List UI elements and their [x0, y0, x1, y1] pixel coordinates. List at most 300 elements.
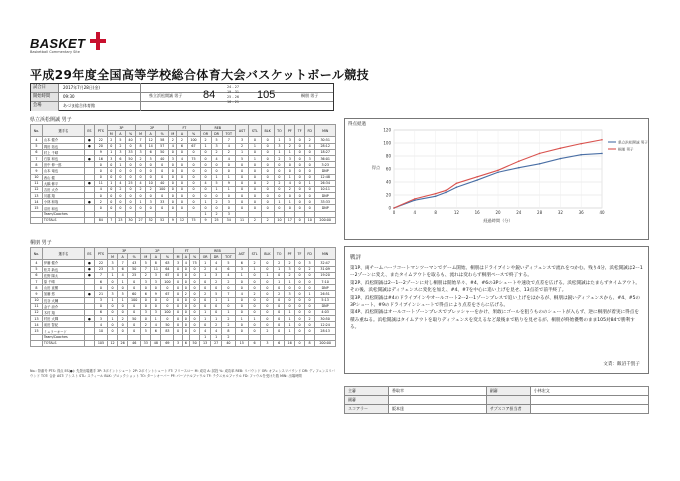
away-stat-cell: 4 [211, 328, 222, 334]
official-label: 副審 [486, 387, 530, 396]
away-stat-cell: 1 [118, 278, 128, 284]
home-stat-cell: 1 [285, 199, 295, 205]
home-header-cell: 選手名 [42, 125, 84, 137]
home-stat-cell: 2 [177, 137, 187, 143]
home-stat-cell: 1 [107, 180, 115, 186]
home-stat-cell: 0 [222, 162, 235, 168]
series-2-point [560, 147, 562, 149]
away-stat-cell: 0 [174, 303, 182, 309]
home-stat-cell: 0 [305, 162, 315, 168]
home-player-name: Team/Coaches [42, 211, 84, 217]
series-2-point [414, 198, 416, 200]
home-stat-cell: 0 [187, 205, 200, 211]
home-stat-cell: 100 [156, 186, 169, 192]
home-stat-cell: 2 [274, 155, 285, 161]
away-stat-cell: 0 [274, 316, 285, 322]
home-stat-cell: 0 [295, 180, 305, 186]
home-stat-cell: 0 [261, 199, 274, 205]
home-stat-cell: 12 [177, 217, 187, 223]
away-stat-cell: 3 [141, 309, 151, 315]
home-stat-cell: 2 [305, 137, 315, 143]
away-stat-cell: DNP [315, 303, 336, 309]
away-stat-cell: 1 [108, 316, 118, 322]
home-stat-cell: 14 [146, 143, 156, 149]
home-subheader-cell: M [136, 131, 146, 137]
x-tick-label: 16 [474, 210, 480, 215]
home-stat-cell: 23 [115, 217, 125, 223]
y-tick-label: 20 [385, 192, 391, 198]
away-stat-cell: 14 [31, 322, 43, 328]
home-header-cell: FT [169, 125, 200, 131]
home-stat-cell: 0 [236, 180, 249, 186]
home-stat-cell: 100 [187, 137, 200, 143]
away-stat-cell: 0 [200, 285, 211, 291]
away-header-cell: BLK [261, 248, 274, 260]
home-stat-cell: 52 [156, 217, 169, 223]
away-player-name: ミュラーオード [42, 328, 84, 334]
home-stat-cell: 0 [285, 162, 295, 168]
home-stat-cell: 3 [285, 137, 295, 143]
home-stat-cell: 1 [200, 199, 211, 205]
home-stat-cell: 5 [31, 143, 43, 149]
away-stat-cell: 0 [190, 303, 200, 309]
away-stat-cell: 1 [118, 297, 128, 303]
home-stat-cell: 3 [169, 155, 177, 161]
away-stat-cell: 32:47 [315, 260, 336, 266]
away-stat-cell: 3 [285, 291, 295, 297]
away-stat-cell: 8 [304, 340, 314, 346]
home-stat-cell: 4 [200, 180, 211, 186]
away-stat-cell: ● [84, 266, 94, 272]
home-stat-cell: 3 [107, 155, 115, 161]
home-stat-cell: 3 [222, 199, 235, 205]
away-stat-cell: 1 [211, 316, 222, 322]
home-header-cell: No. [31, 125, 43, 137]
away-stat-cell: 100 [161, 278, 174, 284]
away-subheader-cell: M [108, 254, 118, 260]
away-stat-cell: 19:20 [315, 272, 336, 278]
away-stat-cell: 0 [108, 278, 118, 284]
home-stat-cell: 0 [236, 193, 249, 199]
home-stat-cell: 4 [177, 155, 187, 161]
away-stat-cell: 1 [235, 272, 248, 278]
home-stat-cell: 4 [136, 180, 146, 186]
home-stat-cell: 0 [177, 193, 187, 199]
away-stat-cell: 0 [94, 285, 107, 291]
away-stat-cell: 0 [128, 303, 141, 309]
home-stat-cell: 0 [236, 186, 249, 192]
away-subheader-cell: DR [211, 254, 222, 260]
home-stat-cell: 0 [156, 193, 169, 199]
away-stat-cell: 3 [108, 260, 118, 266]
away-stat-cell: 12 [31, 309, 43, 315]
official-label: 主審 [345, 387, 389, 396]
y-tick-label: 80 [385, 153, 391, 159]
away-stat-cell: 1 [261, 272, 274, 278]
home-header-cell: ES [84, 125, 94, 137]
home-stat-cell: 0 [200, 155, 211, 161]
home-subheader-cell: OR [200, 131, 211, 137]
away-stat-cell: 7:10 [315, 278, 336, 284]
away-stat-cell: 21 [94, 291, 107, 297]
home-stat-cell: 40 [156, 155, 169, 161]
away-subheader-cell: % [161, 254, 174, 260]
away-stat-cell: 0 [182, 328, 189, 334]
quarter-scores [227, 85, 239, 105]
away-stat-cell: 15 [235, 340, 248, 346]
away-stat-cell: 1 [200, 334, 211, 340]
score-progression-chart [344, 118, 649, 240]
away-stat-cell: 1 [200, 316, 211, 322]
home-header-cell: FD [305, 125, 315, 137]
y-tick-label: 120 [383, 127, 391, 133]
home-stat-cell: 0 [169, 162, 177, 168]
home-stat-cell: 3 [285, 155, 295, 161]
away-stat-cell: 1 [211, 297, 222, 303]
home-stat-cell: 8 [31, 162, 43, 168]
away-stat-cell: 100 [128, 297, 141, 303]
away-header-cell: PF [285, 248, 295, 260]
home-stat-cell: 2 [222, 149, 235, 155]
home-stat-cell: 0 [285, 193, 295, 199]
away-stat-cell: 0 [174, 291, 182, 297]
away-stat-cell: 0 [190, 291, 200, 297]
home-stat-cell: 4 [31, 137, 43, 143]
away-subheader-cell: A [118, 254, 128, 260]
away-stat-cell: 23 [94, 266, 107, 272]
home-stat-cell: 2 [136, 186, 146, 192]
home-stat-cell: 3 [236, 137, 249, 143]
away-stat-cell: 0 [274, 328, 285, 334]
away-subheader-cell: TOT [222, 254, 236, 260]
away-stat-cell: 0 [295, 303, 305, 309]
away-stat-cell: 28:13 [315, 328, 336, 334]
home-stat-cell: 4 [222, 143, 235, 149]
y-tick-label: 60 [385, 166, 391, 172]
home-stat-cell: 0 [187, 168, 200, 174]
away-stat-cell: 0 [161, 297, 174, 303]
away-stat-cell: 1 [108, 297, 118, 303]
away-team-section-title: 桐朋 男子 [30, 240, 52, 246]
home-stat-cell: 0 [177, 174, 187, 180]
home-stat-cell: 3 [305, 155, 315, 161]
home-stat-cell: 0 [136, 174, 146, 180]
series-2-point [539, 153, 541, 155]
quarter-2-score: 19 - 31 [227, 90, 240, 94]
home-stat-cell: 6 [31, 149, 43, 155]
home-stat-cell: 0 [295, 174, 305, 180]
away-stat-cell: 6 [151, 328, 161, 334]
away-stat-cell: 3 [174, 260, 182, 266]
away-stat-cell: 0 [248, 303, 261, 309]
away-stat-cell: 0 [190, 309, 200, 315]
home-player-name: 村上 千晴 [42, 149, 84, 155]
series-2-point [393, 207, 395, 209]
home-stat-cell: 0 [222, 168, 235, 174]
away-stat-cell: 1 [285, 309, 295, 315]
away-stat-cell: 0 [261, 322, 274, 328]
x-tick-label: 32 [557, 210, 563, 215]
away-stat-cell: 2 [304, 316, 314, 322]
away-stat-cell: 0 [190, 285, 200, 291]
series-2-point [601, 139, 603, 141]
away-stat-cell: 0 [128, 278, 141, 284]
home-stat-cell: 52 [146, 217, 156, 223]
home-stat-cell: 11 [31, 180, 43, 186]
home-stat-cell: 0 [211, 193, 222, 199]
home-stat-cell: 0 [261, 143, 274, 149]
away-stat-cell: 0 [235, 322, 248, 328]
away-stat-cell: 2 [118, 316, 128, 322]
home-header-cell: PF [285, 125, 295, 137]
away-stat-cell: 200:00 [315, 340, 336, 346]
away-stat-cell: 0 [248, 272, 261, 278]
home-stat-cell: 0 [261, 205, 274, 211]
home-player-name: 石原 和也 [42, 155, 84, 161]
home-header-cell: STL [249, 125, 262, 137]
home-stat-cell: 0 [187, 174, 200, 180]
home-stat-cell: 0 [261, 149, 274, 155]
away-subheader-cell: % [128, 254, 141, 260]
home-stat-cell: 0 [146, 193, 156, 199]
away-stat-cell: 0 [295, 278, 305, 284]
home-stat-cell: 0 [187, 149, 200, 155]
home-stat-cell: 0 [169, 149, 177, 155]
home-stat-cell: 0 [125, 193, 135, 199]
home-stat-cell: 2 [200, 137, 211, 143]
away-stat-cell: 0 [174, 316, 182, 322]
away-stat-cell: 1 [235, 316, 248, 322]
away-stat-cell: 6 [94, 278, 107, 284]
away-stat-cell: 7 [222, 291, 236, 297]
away-stat-cell: 0 [295, 328, 305, 334]
home-stat-cell: 0 [146, 168, 156, 174]
home-stat-cell: 0 [305, 168, 315, 174]
home-header-cell: TF [295, 125, 305, 137]
home-stat-cell: 3 [274, 143, 285, 149]
score-box [140, 83, 334, 111]
y-tick-label: 100 [383, 140, 391, 146]
away-stat-cell: 9 [31, 291, 43, 297]
away-stat-cell: 0 [128, 309, 141, 315]
home-team-section-title: 県立浜松開誠 男子 [30, 117, 72, 123]
away-stat-cell: 64 [161, 266, 174, 272]
away-stat-cell: 0 [248, 322, 261, 328]
away-stat-cell: 0 [151, 303, 161, 309]
away-stat-cell: 50 [128, 316, 141, 322]
away-stat-cell: 105 [94, 340, 107, 346]
home-stat-cell: 0 [125, 162, 135, 168]
home-stat-cell: 11 [236, 217, 249, 223]
home-stat-cell: 0 [249, 162, 262, 168]
away-stat-cell: DNP [315, 285, 336, 291]
away-stat-cell: 1 [200, 309, 211, 315]
home-stat-cell: 0 [115, 205, 125, 211]
official-value [530, 405, 648, 414]
away-stat-cell: 6 [94, 309, 107, 315]
away-stat-cell: 2 [141, 322, 151, 328]
away-stat-cell: 0 [274, 322, 285, 328]
away-stat-cell: 0 [161, 285, 174, 291]
home-subheader-cell: TOT [222, 131, 235, 137]
away-player-name: 佐野 陽太 [42, 272, 84, 278]
home-header-cell: AST [236, 125, 249, 137]
home-stat-cell: 5 [211, 180, 222, 186]
away-stat-cell: 2 [211, 278, 222, 284]
home-stat-cell: 0 [115, 193, 125, 199]
commentary-author: 文責：飯沼千賀子 [603, 362, 640, 367]
away-stat-cell: 2 [141, 272, 151, 278]
away-player-name: 村田 大輝 [42, 316, 84, 322]
away-header-cell: STL [248, 248, 261, 260]
home-stat-cell: 200:00 [315, 217, 336, 223]
home-stat-cell: 0 [261, 174, 274, 180]
away-stat-cell: 2 [248, 260, 261, 266]
away-stat-cell: 0 [151, 285, 161, 291]
away-stat-cell: 100 [161, 309, 174, 315]
home-stat-cell: ● [84, 137, 94, 143]
away-subheader-cell: M [174, 254, 182, 260]
away-stat-cell: 0 [295, 340, 305, 346]
away-stat-cell: 0 [248, 297, 261, 303]
away-stat-cell: 0 [248, 285, 261, 291]
home-stat-cell: 0 [261, 155, 274, 161]
home-stat-cell: 50 [156, 149, 169, 155]
home-stat-cell: 0 [236, 205, 249, 211]
away-stat-cell: 0 [295, 297, 305, 303]
away-stat-cell: 3 [285, 266, 295, 272]
away-stat-cell: 26 [118, 340, 128, 346]
away-stat-cell: 4 [151, 322, 161, 328]
home-stat-cell: 0 [107, 143, 115, 149]
away-stat-cell: 0 [174, 266, 182, 272]
home-stat-cell: 0 [94, 193, 107, 199]
away-stat-cell: 6 [141, 291, 151, 297]
home-stat-cell: 5 [146, 155, 156, 161]
home-stat-cell: 0 [249, 205, 262, 211]
away-stat-cell: 1 [285, 316, 295, 322]
home-subheader-cell: % [156, 131, 169, 137]
home-stat-cell: 0 [261, 186, 274, 192]
home-stat-cell: 0 [295, 149, 305, 155]
away-stat-cell: 0 [285, 303, 295, 309]
home-stat-cell: 1 [249, 155, 262, 161]
away-player-name: 木村 翔 [42, 309, 84, 315]
official-label: サブスコア担当者 [486, 405, 530, 414]
home-stat-cell: 0 [177, 180, 187, 186]
home-stat-cell: 0 [115, 199, 125, 205]
quarter-1-score: 24 - 27 [227, 85, 240, 89]
home-stat-cell: DNP [315, 205, 336, 211]
away-stat-cell: ● [84, 272, 94, 278]
official-value [389, 396, 487, 405]
home-stat-cell: 14 [31, 199, 43, 205]
official-value: 阪本達 [389, 405, 487, 414]
away-stat-cell: 0 [108, 328, 118, 334]
home-stat-cell: 2 [236, 143, 249, 149]
home-subheader-cell: DR [211, 131, 222, 137]
away-subheader-cell: % [190, 254, 200, 260]
home-header-cell: 3P [107, 125, 135, 131]
away-stat-cell: 1 [285, 328, 295, 334]
away-stat-cell: 0 [295, 291, 305, 297]
home-stat-cell: 2 [94, 199, 107, 205]
away-player-name: 原 千晴 [42, 278, 84, 284]
home-stat-cell: 0 [200, 149, 211, 155]
away-stat-cell: 0 [141, 303, 151, 309]
home-player-name: 西山 健 [42, 174, 84, 180]
home-stat-cell: 2 [136, 155, 146, 161]
home-stat-cell: 36:01 [315, 155, 336, 161]
away-stat-cell: 0 [261, 309, 274, 315]
away-stat-cell: 0 [200, 278, 211, 284]
away-stat-cell: 7 [94, 272, 107, 278]
home-stat-cell: 0 [125, 199, 135, 205]
away-stat-cell: 0 [161, 303, 174, 309]
home-player-name: 岡田 拓也 [42, 143, 84, 149]
home-stat-cell: 0 [156, 168, 169, 174]
away-header-cell: 3P [108, 248, 141, 254]
home-stat-cell: 0 [305, 193, 315, 199]
home-stat-cell: 1 [211, 186, 222, 192]
home-player-name: 小林 和哉 [42, 199, 84, 205]
away-stat-cell: 43 [128, 260, 141, 266]
home-stat-cell: 26:34 [315, 180, 336, 186]
home-stat-cell: 0 [305, 199, 315, 205]
home-stat-cell: 2 [211, 199, 222, 205]
home-stat-cell: 0 [222, 205, 235, 211]
away-stat-cell: 50 [190, 340, 200, 346]
commentary-q2: 第2P、浜松開誠は2ー1ー2ゾーンに対し桐朋は開始早々、#4、#6の3Pシュートや速攻で点差を広げる。浜松開誠はたまらずタイムアウト。その後、浜松開誠はディフェンスに変化を加え、#4、#7を中心に追い上げを見せ、13点差で前半終了。 [350, 280, 640, 294]
away-stat-cell: 0 [128, 322, 141, 328]
home-stat-cell: 0 [200, 174, 211, 180]
away-stat-cell: 5 [31, 266, 43, 272]
away-stat-cell: 0 [295, 322, 305, 328]
home-stat-cell: 0 [249, 186, 262, 192]
away-stat-cell: 26:51 [315, 291, 336, 297]
away-stat-cell: 0 [190, 272, 200, 278]
x-tick-label: 36 [578, 210, 584, 215]
official-value: 香取幸 [389, 387, 487, 396]
home-stat-cell: 0 [125, 168, 135, 174]
away-stat-cell: 1 [248, 316, 261, 322]
away-stat-cell: 5 [222, 260, 236, 266]
home-stat-cell: 0 [107, 193, 115, 199]
away-stat-cell: 0 [235, 285, 248, 291]
away-subheader-cell: OR [200, 254, 211, 260]
home-stat-cell: 5 [236, 155, 249, 161]
home-stat-cell: 1 [107, 149, 115, 155]
home-stat-cell: 0 [200, 168, 211, 174]
home-stat-cell: 18:27 [315, 149, 336, 155]
away-player-name: TOTALS [42, 340, 84, 346]
away-player-name: 山田 直樹 [42, 285, 84, 291]
away-header-cell: AST [235, 248, 248, 260]
home-player-name: 吉田 大介 [42, 186, 84, 192]
home-stat-cell: 0 [249, 137, 262, 143]
away-stat-cell: 2 [261, 328, 274, 334]
away-stat-cell: 0 [235, 303, 248, 309]
away-stat-cell: 0 [118, 303, 128, 309]
home-stat-cell: 1 [236, 149, 249, 155]
x-tick-label: 24 [516, 210, 522, 215]
home-stat-cell: 0 [94, 205, 107, 211]
home-stat-cell: 0 [200, 205, 211, 211]
home-stat-cell: 0 [136, 205, 146, 211]
away-stat-cell: 3 [151, 278, 161, 284]
home-stat-cell: 3 [136, 149, 146, 155]
x-tick-label: 40 [599, 210, 605, 215]
